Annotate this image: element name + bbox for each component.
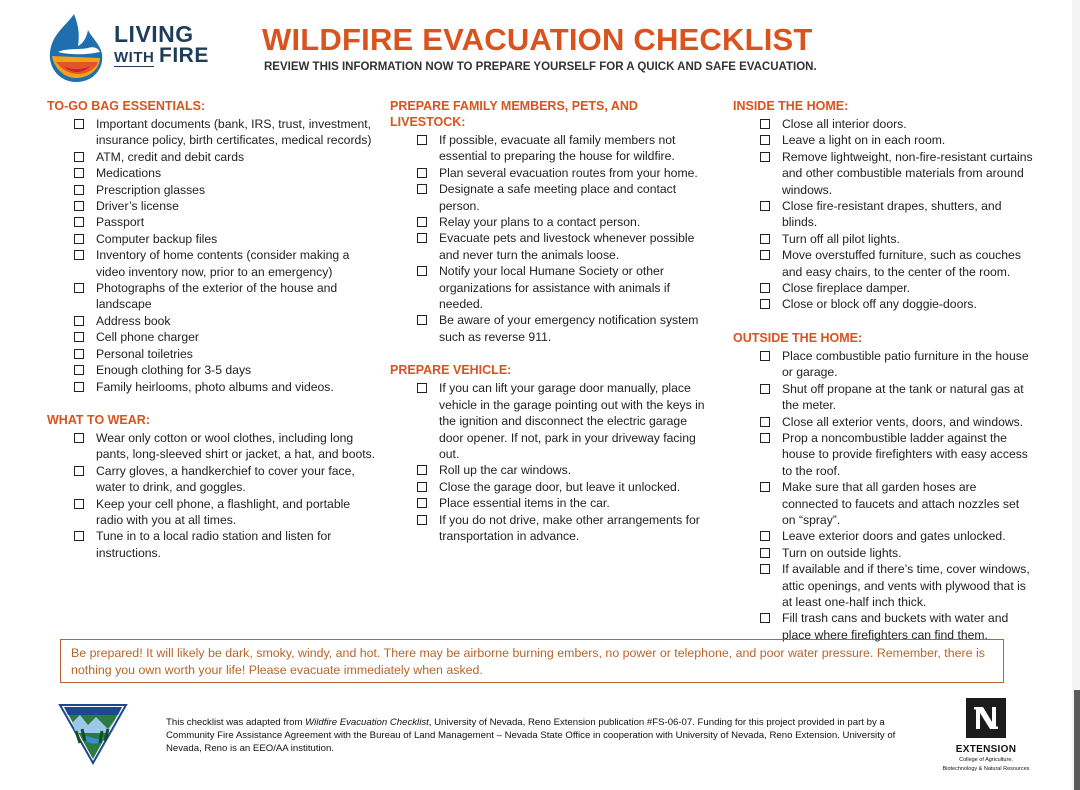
checklist-item-text: Family heirlooms, photo albums and videos.: [96, 379, 334, 394]
checkbox-icon[interactable]: [417, 465, 427, 475]
checklist-item: [733, 280, 1033, 296]
checklist-item: [733, 231, 1033, 247]
checklist-item: [733, 296, 1033, 312]
checklist-item: [47, 280, 377, 313]
checkbox-icon[interactable]: [417, 315, 427, 325]
blm-logo: [58, 703, 128, 765]
checklist-item: [390, 230, 712, 263]
checklist-item-text: Close fire-resistant drapes, shutters, and blinds.: [782, 199, 1002, 230]
living-with-fire-logo: [44, 8, 214, 86]
checklist-item-text: Passport: [96, 215, 145, 230]
checklist-item: [733, 479, 1033, 528]
checklist-item: [47, 313, 377, 329]
wear-list: [47, 430, 377, 561]
checkbox-icon[interactable]: [74, 382, 84, 392]
checklist-item-text: Prescription glasses: [96, 182, 206, 197]
togo-list: [47, 116, 377, 395]
checkbox-icon[interactable]: [74, 332, 84, 342]
checklist-item-text: Tune in to a local radio station and listen for instructions.: [96, 529, 332, 560]
extension-name: EXTENSION: [955, 744, 1017, 755]
extension-sub-2: Biotechnology & Natural Resources: [942, 765, 1030, 772]
checklist-item-text: Make sure that all garden hoses are connected to faucets and attach nozzles set on “spray”.: [782, 480, 1020, 527]
checklist-item: [390, 132, 712, 165]
checklist-item: [47, 182, 377, 198]
section-heading-vehicle: PREPARE VEHICLE:: [390, 363, 512, 378]
checklist-item-text: Roll up the car windows.: [439, 463, 572, 478]
section-heading-outside: OUTSIDE THE HOME:: [733, 330, 863, 345]
checklist-item: [47, 430, 377, 463]
checkbox-icon[interactable]: [74, 185, 84, 195]
checklist-item-text: Cell phone charger: [96, 330, 199, 345]
checkbox-icon[interactable]: [760, 531, 770, 541]
extension-sub-1: College of Agriculture,: [959, 757, 1013, 763]
checklist-item-text: Move overstuffed furniture, such as couches and easy chairs, to the center of the room.: [782, 248, 1021, 279]
footer-pre: This checklist was adapted from: [166, 717, 306, 728]
checklist-item: [47, 214, 377, 230]
checkbox-icon[interactable]: [74, 499, 84, 509]
checklist-item-text: Wear only cotton or wool clothes, including long pants, long-sleeved shirt or jacket, a hat, and boots.: [96, 430, 376, 462]
warning-notice: Be prepared! It will likely be dark, smoky, windy, and hot. There may be airborne burning embers, no power or telephone, and poor water pressure. Remember, there is nothing you own worth your life! Please evacuate immediately when asked.: [60, 639, 1004, 683]
checklist-item-text: Driver’s license: [96, 199, 179, 214]
checkbox-icon[interactable]: [417, 482, 427, 492]
checklist-item-text: Evacuate pets and livestock whenever possible and never turn the animals loose.: [439, 231, 695, 262]
checklist-item: [733, 132, 1033, 148]
checkbox-icon[interactable]: [417, 233, 427, 243]
logo-living: LIVING: [114, 21, 194, 47]
logo-with: WITH: [114, 49, 155, 66]
blm-shield-icon: [58, 703, 128, 765]
checklist-item: [390, 380, 712, 462]
checkbox-icon[interactable]: [417, 498, 427, 508]
checklist-item: [47, 231, 377, 247]
checkbox-icon[interactable]: [760, 417, 770, 427]
checkbox-icon[interactable]: [74, 234, 84, 244]
footer-post: , University of Nevada, Reno Extension publication #FS-06-07. Funding for this project provided in part by a Community Fire Assistance Agreement with the Bureau of Land Management – Nevada State Office in cooperation with University of Nevada, Reno Extension. University of Nevada, Reno is an EEO/AA institution.: [166, 717, 896, 754]
checklist-item: [733, 430, 1033, 479]
checkbox-icon[interactable]: [760, 384, 770, 394]
checkbox-icon[interactable]: [760, 152, 770, 162]
column-3: [733, 98, 1033, 643]
checklist-item: [733, 116, 1033, 132]
checklist-item-text: Designate a safe meeting place and contact person.: [439, 182, 677, 213]
checklist-item: [733, 528, 1033, 544]
checkbox-icon[interactable]: [74, 217, 84, 227]
checklist-item-text: Relay your plans to a contact person.: [439, 215, 641, 230]
checklist-item-text: Turn off all pilot lights.: [782, 231, 900, 246]
checklist-item: [733, 149, 1033, 198]
checkbox-icon[interactable]: [74, 466, 84, 476]
logo-wordmark: [114, 22, 209, 66]
checklist-item-text: Fill trash cans and buckets with water and place where firefighters can find them.: [782, 611, 1009, 642]
checklist-item-text: Photographs of the exterior of the house and landscape: [96, 281, 338, 312]
checkbox-icon[interactable]: [760, 548, 770, 558]
checkbox-icon[interactable]: [760, 482, 770, 492]
section-heading-togo: TO-GO BAG ESSENTIALS:: [47, 99, 206, 113]
checklist-item-text: Keep your cell phone, a flashlight, and portable radio with you at all times.: [96, 496, 351, 527]
checklist-item-text: If you can lift your garage door manually, place vehicle in the garage pointing out with the keys in the ignition and disconnect the electric garage door opener. If not, park in your driveway facing out.: [439, 381, 705, 461]
checklist-item-text: Important documents (bank, IRS, trust, investment, insurance policy, birth certificates, medical records): [96, 117, 372, 148]
checklist-item: [733, 414, 1033, 430]
checklist-item-text: Place essential items in the car.: [439, 496, 610, 511]
column-1: [47, 98, 377, 561]
checklist-item: [390, 312, 712, 345]
page-subtitle: REVIEW THIS INFORMATION NOW TO PREPARE YOURSELF FOR A QUICK AND SAFE EVACUATION.: [264, 61, 817, 73]
checkbox-icon[interactable]: [74, 250, 84, 260]
checklist-item: [390, 214, 712, 230]
checklist-item-text: Computer backup files: [96, 231, 218, 246]
checklist-item-text: If you do not drive, make other arrangements for transportation in advance.: [439, 512, 700, 543]
checklist-item: [390, 181, 712, 214]
checkbox-icon[interactable]: [417, 184, 427, 194]
checkbox-icon[interactable]: [760, 250, 770, 260]
checklist-item-text: Address book: [96, 313, 171, 328]
checklist-item: [47, 247, 377, 280]
checklist-item: [47, 463, 377, 496]
checkbox-icon[interactable]: [760, 234, 770, 244]
checkbox-icon[interactable]: [74, 152, 84, 162]
checklist-item-text: Notify your local Humane Society or other organizations for assistance with animals if needed.: [439, 264, 670, 312]
checklist-item: [733, 561, 1033, 610]
page-edge-dark: [1074, 690, 1080, 790]
checkbox-icon[interactable]: [417, 168, 427, 178]
nevada-n-icon: [966, 698, 1006, 738]
checklist-item-text: Prop a noncombustible ladder against the house to provide firefighters with easy access to the roof.: [782, 430, 1028, 478]
checkbox-icon[interactable]: [760, 564, 770, 574]
checklist-item: [47, 362, 377, 378]
vehicle-list: [390, 380, 712, 544]
checklist-item-text: Place combustible patio furniture in the house or garage.: [782, 348, 1029, 380]
checklist-item-text: Inventory of home contents (consider making a video inventory now, prior to an emergency): [96, 248, 350, 279]
checklist-item-text: Personal toiletries: [96, 346, 193, 361]
checklist-item: [47, 329, 377, 345]
checklist-item-text: Carry gloves, a handkerchief to cover your face, water to drink, and goggles.: [96, 463, 355, 495]
checklist-item: [390, 263, 712, 312]
outside-list: [733, 348, 1033, 643]
checklist-item: [47, 496, 377, 529]
checkbox-icon[interactable]: [74, 433, 84, 443]
section-heading-wear: WHAT TO WEAR:: [47, 412, 150, 427]
checkbox-icon[interactable]: [74, 168, 84, 178]
checkbox-icon[interactable]: [74, 316, 84, 326]
checklist-item-text: ATM, credit and debit cards: [96, 149, 245, 164]
checkbox-icon[interactable]: [417, 515, 427, 525]
logo-fire: FIRE: [159, 44, 209, 67]
checklist-item: [390, 462, 712, 478]
checkbox-icon[interactable]: [760, 299, 770, 309]
inside-list: [733, 116, 1033, 313]
flame-icon: [44, 8, 108, 86]
checkbox-icon[interactable]: [417, 266, 427, 276]
checkbox-icon[interactable]: [417, 217, 427, 227]
checklist-item-text: Turn on outside lights.: [782, 545, 902, 560]
checkbox-icon[interactable]: [760, 283, 770, 293]
checkbox-icon[interactable]: [74, 283, 84, 293]
checklist-item-text: If possible, evacuate all family members not essential to preparing the house for wildfire.: [439, 133, 676, 164]
checklist-item-text: Close all interior doors.: [782, 117, 907, 131]
footer-credits: [166, 716, 926, 755]
section-heading-inside: INSIDE THE HOME:: [733, 99, 849, 113]
checkbox-icon[interactable]: [74, 119, 84, 129]
checklist-item-text: Close the garage door, but leave it unlocked.: [439, 479, 681, 494]
checkbox-icon[interactable]: [760, 135, 770, 145]
checklist-item: [47, 116, 377, 149]
checkbox-icon[interactable]: [760, 351, 770, 361]
checklist-item-text: Be aware of your emergency notification system such as reverse 911.: [439, 313, 699, 344]
checkbox-icon[interactable]: [74, 349, 84, 359]
checklist-item: [47, 149, 377, 165]
checklist-item: [733, 545, 1033, 561]
checklist-item: [390, 512, 712, 545]
checklist-item: [47, 528, 377, 561]
checklist-item-text: Medications: [96, 166, 162, 181]
checkbox-icon[interactable]: [74, 531, 84, 541]
checkbox-icon[interactable]: [760, 119, 770, 129]
checklist-item: [47, 165, 377, 181]
checkbox-icon[interactable]: [760, 613, 770, 623]
checklist-item-text: Close or block off any doggie-doors.: [782, 297, 977, 312]
checklist-item: [733, 198, 1033, 231]
checklist-item: [390, 495, 712, 511]
extension-logo: [940, 698, 1032, 772]
checkbox-icon[interactable]: [760, 433, 770, 443]
checklist-item-text: Remove lightweight, non-fire-resistant curtains and other combustible materials from around windows.: [782, 149, 1033, 197]
checkbox-icon[interactable]: [417, 383, 427, 393]
page-edge: [1072, 0, 1080, 790]
checklist-item: [733, 247, 1033, 280]
checklist-item-text: Close all exterior vents, doors, and windows.: [782, 414, 1024, 429]
column-2: [390, 98, 712, 544]
section-heading-family: PREPARE FAMILY MEMBERS, PETS, AND LIVESTOCK:: [390, 99, 638, 129]
checkbox-icon[interactable]: [74, 201, 84, 211]
family-list: [390, 132, 712, 345]
checklist-item: [47, 379, 377, 395]
checklist-item: [47, 198, 377, 214]
checkbox-icon[interactable]: [74, 365, 84, 375]
checklist-item: [733, 348, 1033, 381]
checklist-item: [47, 346, 377, 362]
checklist-item-text: Shut off propane at the tank or natural gas at the meter.: [782, 381, 1024, 413]
checklist-item-text: Leave exterior doors and gates unlocked.: [782, 529, 1006, 544]
checklist-item-text: Enough clothing for 3-5 days: [96, 363, 252, 378]
checklist-item: [390, 165, 712, 181]
checklist-item-text: Plan several evacuation routes from your home.: [439, 165, 698, 180]
checkbox-icon[interactable]: [417, 135, 427, 145]
checklist-item: [733, 381, 1033, 414]
checklist-item-text: Leave a light on in each room.: [782, 133, 946, 148]
checklist-item-text: Close fireplace damper.: [782, 281, 911, 296]
checklist-item-text: If available and if there’s time, cover windows, attic openings, and vents with plywood that is at least one-half inch thick.: [782, 562, 1030, 609]
page-title: WILDFIRE EVACUATION CHECKLIST: [262, 22, 813, 57]
footer-publication-title: Wildfire Evacuation Checklist: [305, 717, 429, 728]
checkbox-icon[interactable]: [760, 201, 770, 211]
checklist-item: [390, 479, 712, 495]
